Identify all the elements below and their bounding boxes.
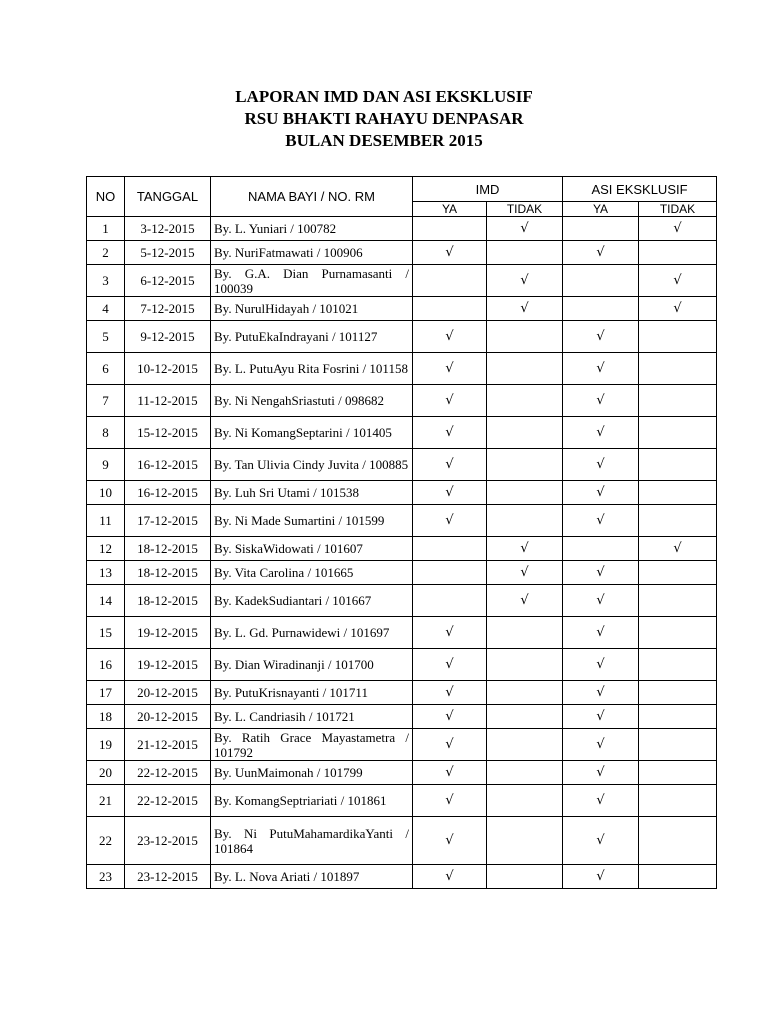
col-header-no: NO [87, 177, 125, 217]
row-asi-tidak [639, 617, 717, 649]
report-header [0, 86, 768, 152]
row-asi-ya: √ [563, 761, 639, 785]
row-number: 22 [87, 817, 125, 865]
col-header-imd-tidak: TIDAK [487, 202, 563, 217]
row-date: 3-12-2015 [125, 217, 211, 241]
row-asi-ya: √ [563, 321, 639, 353]
table-row [87, 537, 717, 561]
row-asi-ya: √ [563, 785, 639, 817]
row-date: 20-12-2015 [125, 705, 211, 729]
row-asi-ya [563, 217, 639, 241]
row-asi-ya: √ [563, 241, 639, 265]
row-asi-ya [563, 297, 639, 321]
row-asi-tidak [639, 865, 717, 889]
table-row [87, 241, 717, 265]
row-asi-tidak: √ [639, 537, 717, 561]
row-imd-tidak: √ [487, 561, 563, 585]
row-asi-ya: √ [563, 705, 639, 729]
table-row [87, 705, 717, 729]
row-imd-ya: √ [413, 385, 487, 417]
row-imd-tidak [487, 353, 563, 385]
row-date: 22-12-2015 [125, 761, 211, 785]
row-imd-ya: √ [413, 785, 487, 817]
row-asi-ya: √ [563, 385, 639, 417]
row-baby-name: By. Dian Wiradinanji / 101700 [211, 649, 413, 681]
table-row [87, 217, 717, 241]
report-title: LAPORAN IMD DAN ASI EKSKLUSIF [235, 87, 533, 106]
row-date: 18-12-2015 [125, 561, 211, 585]
row-baby-name: By. L. Gd. Purnawidewi / 101697 [211, 617, 413, 649]
row-number: 12 [87, 537, 125, 561]
table-row [87, 729, 717, 761]
table-body [87, 217, 717, 889]
row-date: 22-12-2015 [125, 785, 211, 817]
row-imd-ya: √ [413, 353, 487, 385]
row-number: 18 [87, 705, 125, 729]
row-imd-ya: √ [413, 705, 487, 729]
row-imd-tidak: √ [487, 537, 563, 561]
row-imd-tidak [487, 417, 563, 449]
row-number: 8 [87, 417, 125, 449]
row-date: 17-12-2015 [125, 505, 211, 537]
row-asi-tidak [639, 681, 717, 705]
row-date: 6-12-2015 [125, 265, 211, 297]
row-date: 16-12-2015 [125, 481, 211, 505]
row-baby-name: By. Tan Ulivia Cindy Juvita / 100885 [211, 449, 413, 481]
row-baby-name: By. NurulHidayah / 101021 [211, 297, 413, 321]
row-asi-tidak [639, 649, 717, 681]
row-number: 21 [87, 785, 125, 817]
row-date: 18-12-2015 [125, 585, 211, 617]
table-row [87, 321, 717, 353]
row-asi-tidak [639, 449, 717, 481]
row-baby-name: By. Ni NengahSriastuti / 098682 [211, 385, 413, 417]
row-asi-ya [563, 537, 639, 561]
row-baby-name: By. KomangSeptriariati / 101861 [211, 785, 413, 817]
row-baby-name: By. Ni PutuMahamardikaYanti / 101864 [211, 817, 413, 865]
row-asi-tidak: √ [639, 265, 717, 297]
row-imd-ya [413, 561, 487, 585]
row-number: 16 [87, 649, 125, 681]
table-row [87, 585, 717, 617]
row-asi-tidak [639, 481, 717, 505]
row-date: 10-12-2015 [125, 353, 211, 385]
table-row [87, 385, 717, 417]
row-number: 23 [87, 865, 125, 889]
row-number: 17 [87, 681, 125, 705]
row-baby-name: By. UunMaimonah / 101799 [211, 761, 413, 785]
table-row [87, 617, 717, 649]
row-baby-name: By. Ni Made Sumartini / 101599 [211, 505, 413, 537]
row-date: 11-12-2015 [125, 385, 211, 417]
row-baby-name: By. L. PutuAyu Rita Fosrini / 101158 [211, 353, 413, 385]
row-baby-name: By. G.A. Dian Purnamasanti / 100039 [211, 265, 413, 297]
row-asi-ya: √ [563, 561, 639, 585]
row-imd-ya: √ [413, 681, 487, 705]
row-number: 9 [87, 449, 125, 481]
table-row [87, 505, 717, 537]
table-row [87, 297, 717, 321]
row-asi-tidak: √ [639, 297, 717, 321]
row-imd-tidak [487, 729, 563, 761]
row-asi-tidak [639, 561, 717, 585]
row-date: 7-12-2015 [125, 297, 211, 321]
row-imd-tidak [487, 681, 563, 705]
row-imd-ya: √ [413, 417, 487, 449]
row-baby-name: By. PutuEkaIndrayani / 101127 [211, 321, 413, 353]
row-baby-name: By. Luh Sri Utami / 101538 [211, 481, 413, 505]
row-number: 13 [87, 561, 125, 585]
col-header-asi-ya: YA [563, 202, 639, 217]
row-date: 18-12-2015 [125, 537, 211, 561]
row-imd-tidak: √ [487, 217, 563, 241]
table-row [87, 681, 717, 705]
row-imd-tidak [487, 505, 563, 537]
row-number: 11 [87, 505, 125, 537]
row-imd-tidak [487, 705, 563, 729]
report-period: BULAN DESEMBER 2015 [285, 131, 483, 150]
row-number: 20 [87, 761, 125, 785]
row-baby-name: By. L. Nova Ariati / 101897 [211, 865, 413, 889]
row-asi-ya: √ [563, 481, 639, 505]
table-row [87, 761, 717, 785]
row-asi-ya: √ [563, 649, 639, 681]
row-asi-tidak [639, 353, 717, 385]
row-asi-ya: √ [563, 353, 639, 385]
row-imd-tidak [487, 449, 563, 481]
row-baby-name: By. PutuKrisnayanti / 101711 [211, 681, 413, 705]
row-imd-ya: √ [413, 241, 487, 265]
row-number: 1 [87, 217, 125, 241]
row-asi-ya: √ [563, 817, 639, 865]
row-imd-tidak [487, 785, 563, 817]
row-baby-name: By. L. Yuniari / 100782 [211, 217, 413, 241]
col-header-asi-tidak: TIDAK [639, 202, 717, 217]
table-row [87, 785, 717, 817]
row-number: 6 [87, 353, 125, 385]
row-asi-tidak [639, 785, 717, 817]
row-imd-tidak: √ [487, 265, 563, 297]
row-baby-name: By. Vita Carolina / 101665 [211, 561, 413, 585]
table-header [87, 177, 717, 217]
row-asi-tidak [639, 585, 717, 617]
row-asi-ya: √ [563, 585, 639, 617]
row-baby-name: By. L. Candriasih / 101721 [211, 705, 413, 729]
row-number: 7 [87, 385, 125, 417]
row-number: 4 [87, 297, 125, 321]
table-row [87, 865, 717, 889]
row-imd-tidak [487, 321, 563, 353]
row-imd-ya [413, 297, 487, 321]
row-number: 2 [87, 241, 125, 265]
table-row [87, 265, 717, 297]
row-imd-tidak [487, 761, 563, 785]
row-imd-ya: √ [413, 481, 487, 505]
row-imd-tidak: √ [487, 585, 563, 617]
col-header-imd: IMD [413, 177, 563, 202]
table-row [87, 481, 717, 505]
row-imd-tidak [487, 865, 563, 889]
row-baby-name: By. NuriFatmawati / 100906 [211, 241, 413, 265]
row-asi-tidak [639, 417, 717, 449]
row-asi-tidak [639, 505, 717, 537]
row-imd-ya [413, 217, 487, 241]
row-date: 20-12-2015 [125, 681, 211, 705]
row-imd-ya: √ [413, 761, 487, 785]
row-imd-ya: √ [413, 817, 487, 865]
row-asi-tidak [639, 817, 717, 865]
row-imd-ya [413, 265, 487, 297]
hospital-name: RSU BHAKTI RAHAYU DENPASAR [244, 109, 524, 128]
row-baby-name: By. KadekSudiantari / 101667 [211, 585, 413, 617]
row-imd-ya: √ [413, 505, 487, 537]
col-header-imd-ya: YA [413, 202, 487, 217]
table-row [87, 561, 717, 585]
row-imd-tidak [487, 617, 563, 649]
table-row [87, 417, 717, 449]
row-date: 23-12-2015 [125, 817, 211, 865]
row-imd-tidak [487, 649, 563, 681]
row-number: 14 [87, 585, 125, 617]
row-asi-tidak [639, 761, 717, 785]
row-baby-name: By. SiskaWidowati / 101607 [211, 537, 413, 561]
col-header-nama: NAMA BAYI / NO. RM [211, 177, 413, 217]
row-number: 5 [87, 321, 125, 353]
col-header-asi: ASI EKSKLUSIF [563, 177, 717, 202]
row-date: 9-12-2015 [125, 321, 211, 353]
row-imd-ya [413, 585, 487, 617]
row-date: 15-12-2015 [125, 417, 211, 449]
table-row [87, 817, 717, 865]
row-imd-tidak: √ [487, 297, 563, 321]
row-asi-tidak [639, 705, 717, 729]
row-date: 21-12-2015 [125, 729, 211, 761]
row-asi-tidak [639, 729, 717, 761]
row-asi-ya: √ [563, 681, 639, 705]
row-number: 3 [87, 265, 125, 297]
table-row [87, 353, 717, 385]
row-imd-tidak [487, 385, 563, 417]
row-date: 19-12-2015 [125, 649, 211, 681]
row-imd-ya: √ [413, 649, 487, 681]
row-asi-ya: √ [563, 417, 639, 449]
row-asi-tidak [639, 385, 717, 417]
row-imd-ya: √ [413, 617, 487, 649]
row-date: 16-12-2015 [125, 449, 211, 481]
row-number: 15 [87, 617, 125, 649]
row-baby-name: By. Ni KomangSeptarini / 101405 [211, 417, 413, 449]
table-row [87, 449, 717, 481]
row-baby-name: By. Ratih Grace Mayastametra / 101792 [211, 729, 413, 761]
row-asi-tidak [639, 321, 717, 353]
row-imd-tidak [487, 817, 563, 865]
row-date: 5-12-2015 [125, 241, 211, 265]
table-row [87, 649, 717, 681]
row-asi-ya: √ [563, 617, 639, 649]
row-date: 19-12-2015 [125, 617, 211, 649]
row-imd-ya [413, 537, 487, 561]
row-imd-ya: √ [413, 449, 487, 481]
row-asi-ya: √ [563, 505, 639, 537]
row-imd-ya: √ [413, 729, 487, 761]
row-imd-tidak [487, 481, 563, 505]
col-header-tanggal: TANGGAL [125, 177, 211, 217]
row-number: 19 [87, 729, 125, 761]
row-asi-tidak: √ [639, 217, 717, 241]
row-asi-ya: √ [563, 729, 639, 761]
row-asi-ya: √ [563, 449, 639, 481]
row-number: 10 [87, 481, 125, 505]
row-imd-tidak [487, 241, 563, 265]
row-asi-ya [563, 265, 639, 297]
report-table [86, 176, 717, 889]
row-imd-ya: √ [413, 321, 487, 353]
row-date: 23-12-2015 [125, 865, 211, 889]
row-asi-tidak [639, 241, 717, 265]
row-asi-ya: √ [563, 865, 639, 889]
row-imd-ya: √ [413, 865, 487, 889]
